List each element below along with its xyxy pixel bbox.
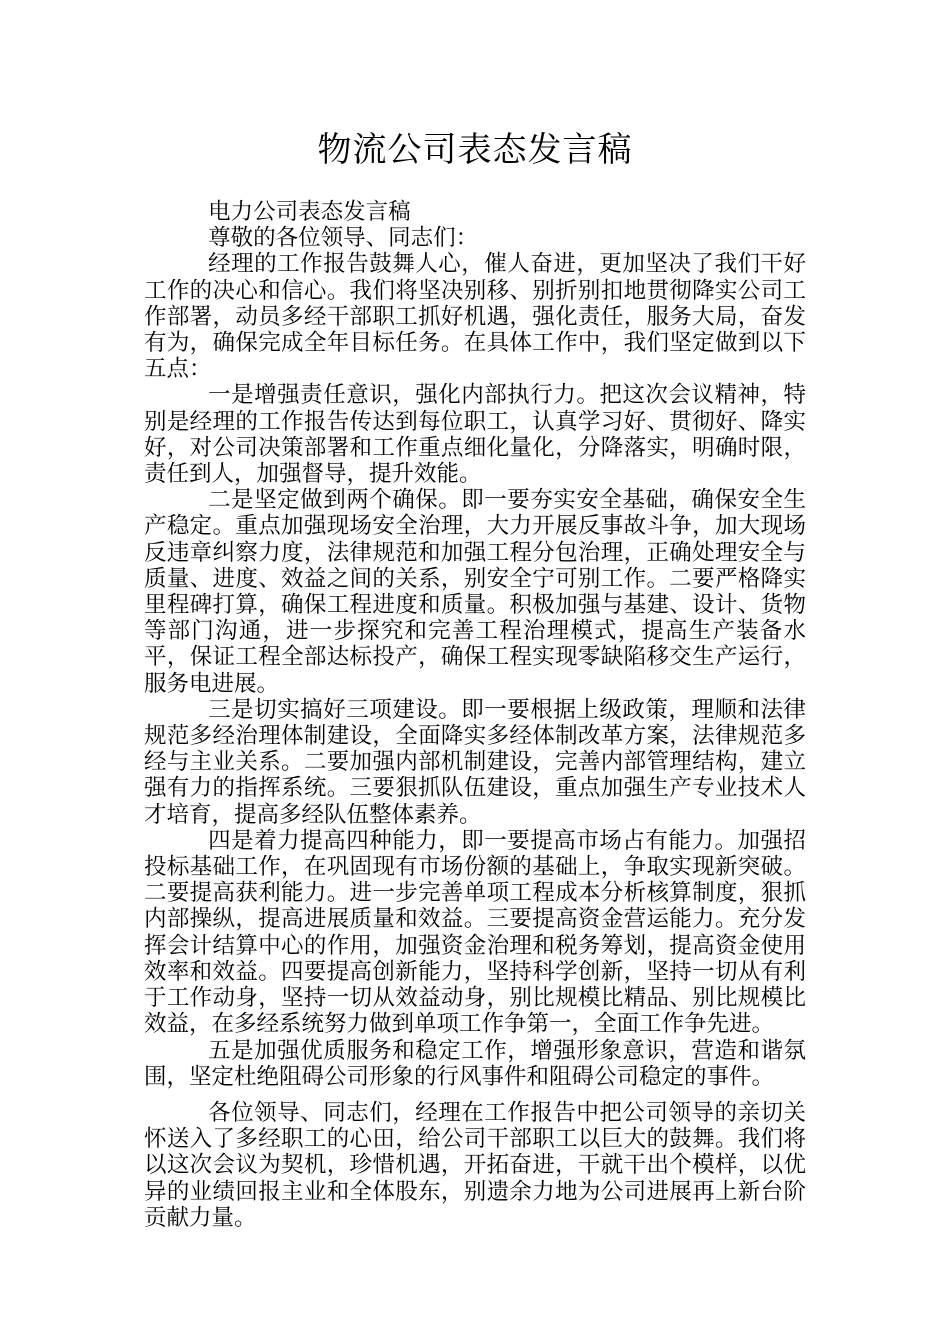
point-two-paragraph: 二是坚定做到两个确保。即一要夯实安全基础，确保安全生产稳定。重点加强现场安全治理，大力开展反事故斗争，加大现场反违章纠察力度，法律规范和加强工程分包治理，正确处理安全与质量、进度、效益之间的关系，别安全宁可别工作。二要严格降实里程碑打算，确保工程进度和质量。积极加强与基建、设计、货物等部门沟通，进一步探究和完善工程治理模式，提高生产装备水平，保证工程全部达标投产，确保工程实现零缺陷移交生产运行，服务电进展。 (144, 487, 806, 697)
point-five-paragraph: 五是加强优质服务和稳定工作，增强形象意识，营造和谐氛围，坚定杜绝阻碍公司形象的行风事件和阻碍公司稳定的事件。 (144, 1037, 806, 1090)
document-body (144, 199, 806, 1231)
intro-paragraph: 经理的工作报告鼓舞人心，催人奋进，更加坚决了我们干好工作的决心和信心。我们将坚决别移、别折别扣地贯彻降实公司工作部署，动员多经干部职工抓好机遇，强化责任，服务大局，奋发有为，确保完成全年目标任务。在具体工作中，我们坚定做到以下五点： (144, 251, 806, 383)
document-title: 物流公司表态发言稿 (317, 130, 633, 170)
point-one-paragraph: 一是增强责任意识，强化内部执行力。把这次会议精神，特别是经理的工作报告传达到每位职工，认真学习好、贯彻好、降实好，对公司决策部署和工作重点细化量化，分降落实，明确时限，责任到人，加强督导，提升效能。 (144, 382, 806, 488)
salutation-paragraph: 尊敬的各位领导、同志们： (208, 225, 479, 252)
point-four-paragraph: 四是着力提高四种能力，即一要提高市场占有能力。加强招投标基础工作，在巩固现有市场份额的基础上，争取实现新突破。二要提高获利能力。进一步完善单项工程成本分析核算制度，狠抓内部操纵，提高进展质量和效益。三要提高资金营运能力。充分发挥会计结算中心的作用，加强资金治理和税务筹划，提高资金使用效率和效益。四要提高创新能力，坚持科学创新，坚持一切从有利于工作动身，坚持一切从效益动身，别比规模比精品、别比规模比效益，在多经系统努力做到单项工作争第一，全面工作争先进。 (144, 827, 806, 1038)
point-three-paragraph: 三是切实搞好三项建设。即一要根据上级政策，理顺和法律规范多经治理体制建设，全面降实多经体制改革方案，法律规范多经与主业关系。二要加强内部机制建设，完善内部管理结构，建立强有力的指挥系统。三要狠抓队伍建设，重点加强生产专业技术人才培育，提高多经队伍整体素养。 (144, 696, 806, 828)
subtitle-paragraph: 电力公司表态发言稿 (208, 199, 411, 225)
closing-paragraph: 各位领导、同志们，经理在工作报告中把公司领导的亲切关怀送入了多经职工的心田，给公司干部职工以巨大的鼓舞。我们将以这次会议为契机，珍惜机遇，开拓奋进，干就干出个模样，以优异的业绩回报主业和全体股东，别遗余力地为公司进展再上新台阶贡献力量。 (144, 1099, 806, 1231)
